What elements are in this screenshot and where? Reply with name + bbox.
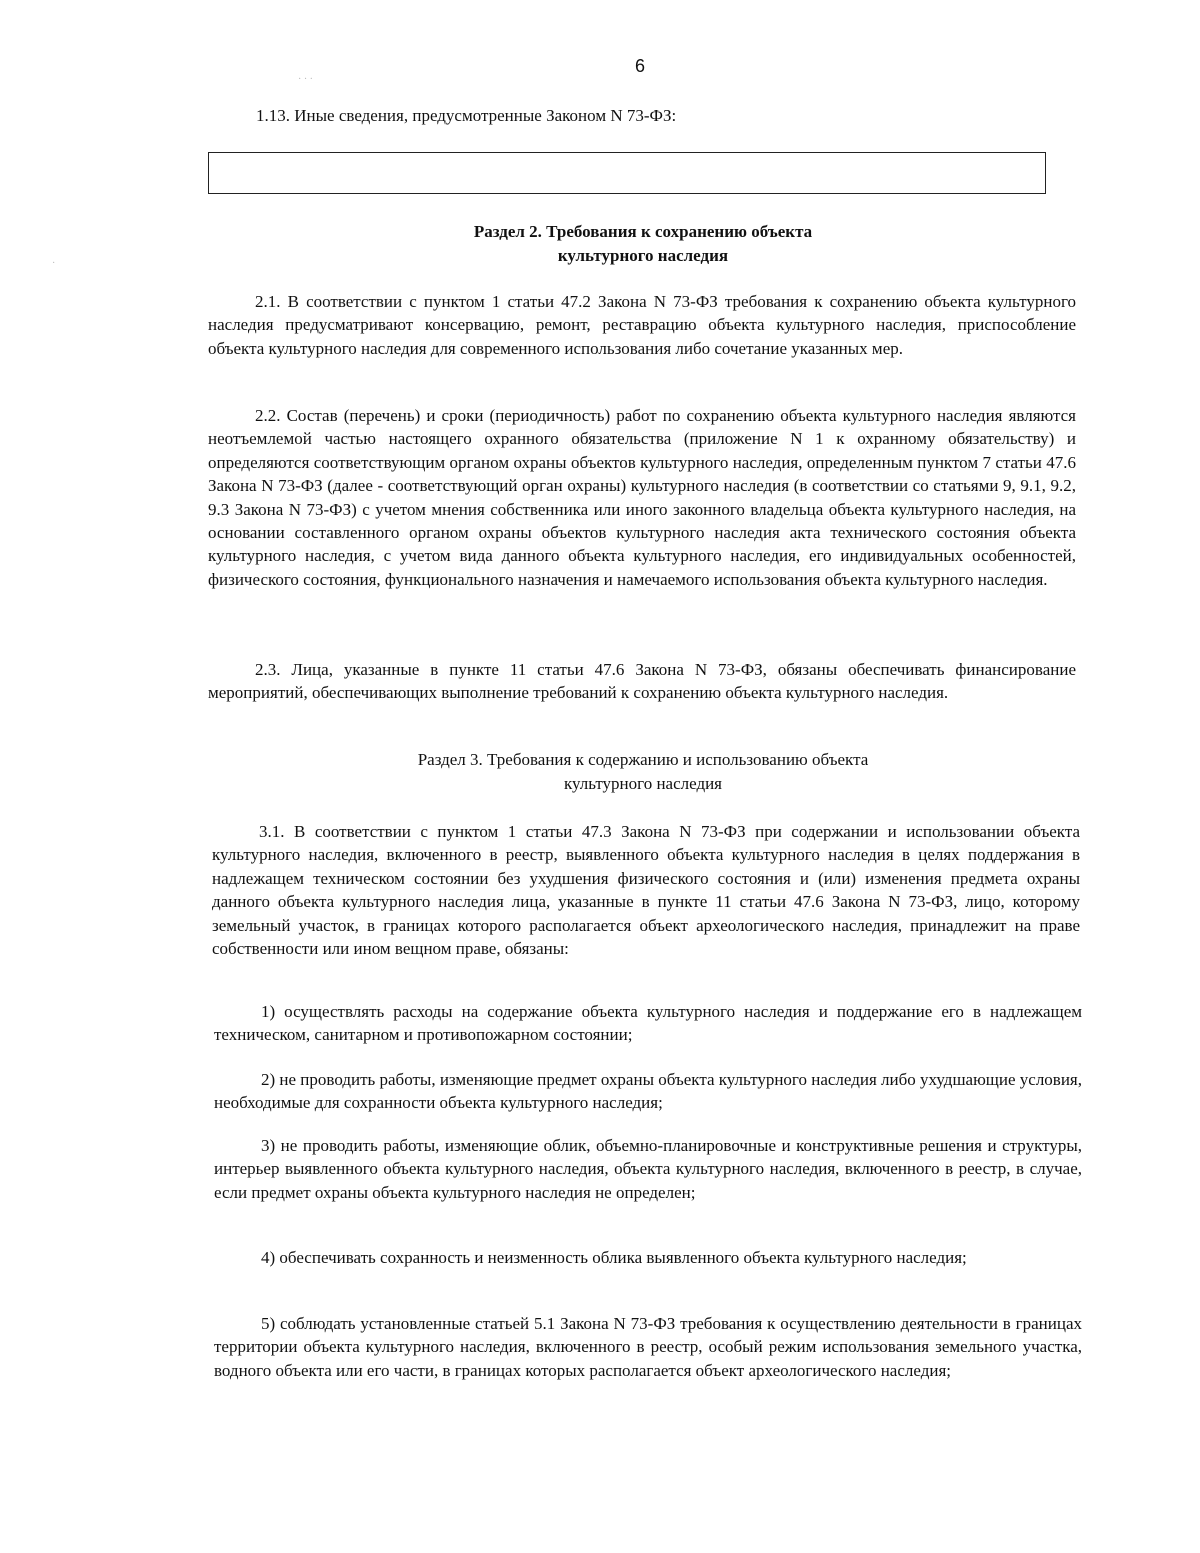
- page-number: 6: [634, 56, 645, 76]
- list-item-3: 3) не проводить работы, изменяющие облик, объемно-планировочные и конструктивные решения и структуры, интерьер выявленного объекта культурного наследия, объекта культурного наследия, включенного в реестр, в случае, если предмет охраны объекта культурного наследия не определен;: [214, 1136, 1082, 1202]
- section-3-title-line1: Раздел 3. Требования к содержанию и использованию объекта: [417, 750, 869, 769]
- paragraph-2-2: 2.2. Состав (перечень) и сроки (периодичность) работ по сохранению объекта культурного наследия являются неотъемлемой частью настоящего охранного обязательства (приложение N 1 к охранному обязательству) и определяются соответствующим органом охраны объектов культурного наследия, определенным пунктом 7 статьи 47.6 Закона N 73-ФЗ (далее - соответствующий орган охраны) культурного наследия (в соответствии со статьями 9, 9.1, 9.2, 9.3 Закона N 73-ФЗ) с учетом мнения собственника или иного законного владельца объекта культурного наследия, на основании составленного органом охраны объектов культурного наследия акта технического состояния объекта культурного наследия, с учетом вида данного объекта культурного наследия, его индивидуальных особенностей, физического состояния, функционального назначения и намечаемого использования объекта культурного наследия.: [208, 406, 1076, 589]
- item-1-13: 1.13. Иные сведения, предусмотренные Законом N 73-ФЗ:: [256, 106, 677, 125]
- empty-info-field: [208, 152, 1046, 194]
- scan-speck: · · ·: [298, 74, 313, 85]
- section-2-title-line2: культурного наследия: [557, 246, 729, 265]
- section-3-title: [240, 748, 1046, 796]
- section-3-title-line2: культурного наследия: [563, 774, 723, 793]
- section-2-title-line1: Раздел 2. Требования к сохранению объекта: [473, 222, 813, 241]
- scan-speck: ·: [52, 258, 56, 269]
- list-item-2: 2) не проводить работы, изменяющие предмет охраны объекта культурного наследия либо ухудшающие условия, необходимые для сохранности объекта культурного наследия;: [214, 1070, 1082, 1113]
- list-item-5: 5) соблюдать установленные статьей 5.1 Закона N 73-ФЗ требования к осуществлению деятельности в границах территории объекта культурного наследия, включенного в реестр, особый режим использования земельного участка, водного объекта или его части, в границах которых располагается объект археологического наследия;: [214, 1314, 1082, 1380]
- list-item-1: 1) осуществлять расходы на содержание объекта культурного наследия и поддержание его в надлежащем техническом, санитарном и противопожарном состоянии;: [214, 1002, 1082, 1045]
- paragraph-3-1: 3.1. В соответствии с пунктом 1 статьи 47.3 Закона N 73-ФЗ при содержании и использовании объекта культурного наследия, включенного в реестр, выявленного объекта культурного наследия в целях поддержания в надлежащем техническом состоянии без ухудшения физического состояния и (или) изменения предмета охраны данного объекта культурного наследия лица, указанные в пункте 11 статьи 47.6 Закона N 73-ФЗ, лицо, которому земельный участок, в границах которого располагается объект археологического наследия, принадлежит на праве собственности или ином вещном праве, обязаны:: [212, 822, 1080, 959]
- section-2-title: [240, 220, 1046, 268]
- paragraph-2-3: 2.3. Лица, указанные в пункте 11 статьи 47.6 Закона N 73-ФЗ, обязаны обеспечивать финансирование мероприятий, обеспечивающих выполнение требований к сохранению объекта культурного наследия.: [208, 660, 1076, 703]
- list-item-4: 4) обеспечивать сохранность и неизменность облика выявленного объекта культурного наследия;: [261, 1248, 967, 1267]
- paragraph-2-1: 2.1. В соответствии с пунктом 1 статьи 47.2 Закона N 73-ФЗ требования к сохранению объекта культурного наследия предусматривают консервацию, ремонт, реставрацию объекта культурного наследия, приспособление объекта культурного наследия для современного использования либо сочетание указанных мер.: [208, 292, 1076, 358]
